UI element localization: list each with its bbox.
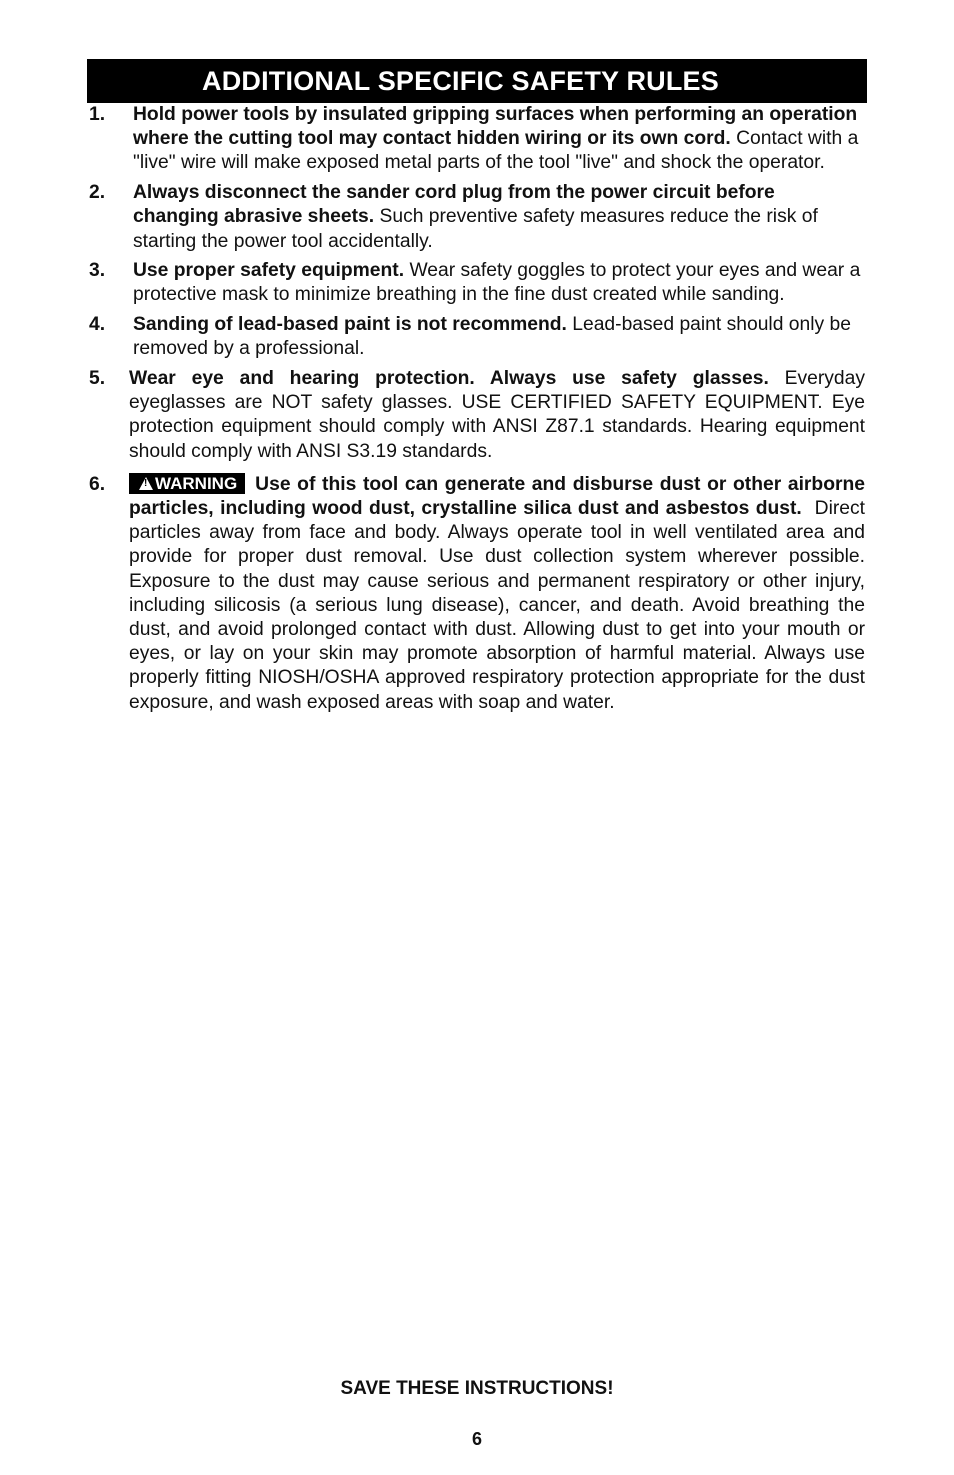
rule-number: 5. [89, 368, 106, 390]
safety-rules-list [89, 103, 865, 720]
rule-lead: Use proper safety equipment. [133, 260, 405, 282]
rule-item-6 [89, 473, 865, 715]
section-title-banner [87, 59, 867, 103]
rule-text: Direct particles away from face and body. Always operate tool in well ventilated area and provide for proper dust removal. Use dust collection system wherever possible. Exposure to the dust may cause serious and permanent respiratory or other injury, including silicosis (a serious lung disease), cancer, and death. Avoid breathing the dust, and avoid prolonged contact with dust. Allowing dust to get into your mouth or eyes, or lay on your skin may promote absorption of harmful material. Always use properly fitting NIOSH/OSHA approved respiratory protection appropriate for the dust exposure, and wash exposed areas with soap and water. [129, 498, 865, 713]
rule-number: 3. [89, 260, 106, 282]
rule-body [129, 473, 865, 715]
rule-lead: Wear eye and hearing protection. Always use safety glasses. [129, 368, 769, 390]
rule-item-1 [89, 103, 865, 176]
rule-item-5 [89, 367, 865, 464]
rule-number: 4. [89, 314, 106, 336]
rule-lead: Sanding of lead-based paint is not recommend. [133, 314, 567, 336]
rule-text: Wear safety goggles to protect your eyes and wear a protective mask to minimize breathing in the fine dust created while sanding. [133, 260, 861, 306]
rule-number: 2. [89, 182, 106, 204]
warning-badge-label: WARNING [155, 473, 238, 493]
save-instructions-notice: SAVE THESE INSTRUCTIONS! [340, 1378, 614, 1399]
rule-text: Contact with a "live" wire will make exposed metal parts of the tool "live" and shock the operator. [133, 128, 859, 174]
page-number: 6 [471, 1429, 482, 1449]
rule-body [133, 181, 865, 254]
rule-item-3 [89, 259, 865, 307]
rule-body [133, 313, 865, 361]
rule-number: 1. [89, 104, 106, 125]
rule-number: 6. [89, 473, 106, 495]
rule-lead: Hold power tools by insulated gripping surfaces when performing an operation where the cutting tool may contact hidden wiring or its own cord. [133, 104, 858, 150]
warning-badge [129, 473, 245, 494]
rule-item-4 [89, 313, 865, 361]
rule-item-2 [89, 181, 865, 254]
rule-body [129, 367, 865, 464]
rule-body [133, 103, 865, 176]
warning-triangle-icon [139, 477, 153, 490]
rule-lead: Use of this tool can generate and disburse dust or other airborne particles, including wood dust, crystalline silica dust and asbestos dust. [129, 473, 865, 520]
rule-text: Lead-based paint should only be removed by a professional. [133, 314, 851, 360]
rule-text: Everyday eyeglasses are NOT safety glasses. USE CERTIFIED SAFETY EQUIPMENT. Eye protection equipment should comply with ANSI Z87.1 standards. Hearing equipment should comply with ANSI S3.19 standards. [129, 368, 865, 462]
section-title: ADDITIONAL SPECIFIC SAFETY RULES [202, 66, 719, 96]
rule-body [133, 259, 865, 307]
rule-text: Such preventive safety measures reduce the risk of starting the power tool accidentally. [133, 206, 818, 252]
rule-lead: Always disconnect the sander cord plug from the power circuit before changing abrasive sheets. [133, 182, 775, 228]
